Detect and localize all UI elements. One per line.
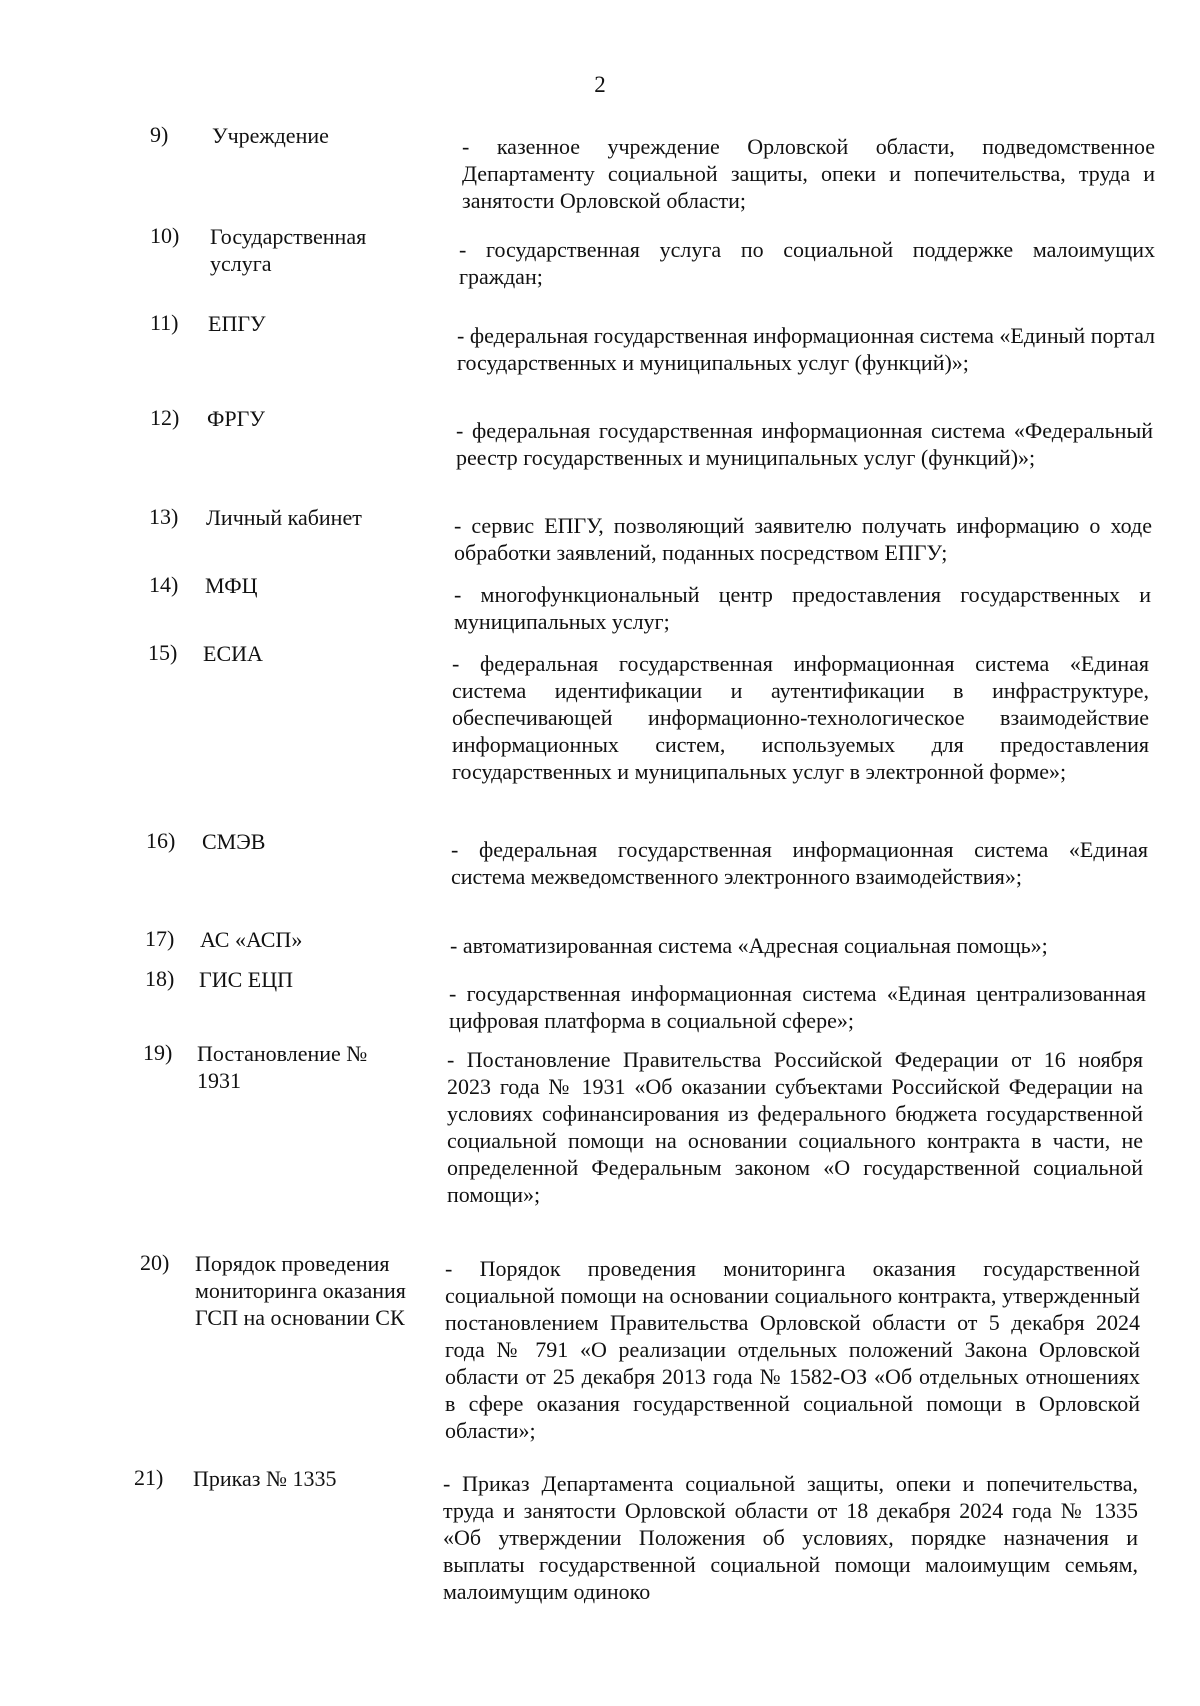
item-number: 13) xyxy=(149,504,179,529)
item-definition: - многофункциональный центр предоставления государственных и муниципальных услуг; xyxy=(454,582,1151,634)
item-definition: - сервис ЕПГУ, позволяющий заявителю получать информацию о ходе обработки заявлений, поданных посредством ЕПГУ; xyxy=(454,513,1152,565)
item-number: 20) xyxy=(140,1250,170,1275)
item-number: 15) xyxy=(148,640,178,665)
item-number: 16) xyxy=(146,828,176,853)
item-definition: - федеральная государственная информационная система «Единая система идентификации и аутентификации в инфраструктуре, обеспечивающей информационно-технологическое взаимодействие информационных систем, используемых для предоставления государственных и муниципальных услуг в электронной форме»; xyxy=(452,651,1149,784)
item-number: 21) xyxy=(134,1465,164,1490)
item-definition: - казенное учреждение Орловской области, подведомственное Департаменту социальной защиты, опеки и попечительства, труда и занятости Орловской области; xyxy=(462,134,1155,213)
item-definition: - Приказ Департамента социальной защиты, опеки и попечительства, труда и занятости Орловской области от 18 декабря 2024 года № 1335 «Об утверждении Положения об условиях, порядке назначения и выплаты государственной социальной помощи малоимущим семьям, малоимущим одиноко xyxy=(443,1471,1138,1604)
item-number: 18) xyxy=(145,966,175,991)
item-definition: - федеральная государственная информационная система «Единый портал государственных и муниципальных услуг (функций)»; xyxy=(457,323,1155,375)
item-term: Личный кабинет xyxy=(206,505,362,530)
item-term: ЕПГУ xyxy=(208,311,266,336)
item-term: Порядок проведения мониторинга оказания ГСП на основании СК xyxy=(195,1251,406,1330)
item-term: Учреждение xyxy=(212,123,329,148)
page-number: 2 xyxy=(594,72,606,97)
item-definition: - автоматизированная система «Адресная социальная помощь»; xyxy=(450,933,1048,958)
item-term: СМЭВ xyxy=(202,829,266,854)
item-term: Государственная услуга xyxy=(210,224,367,276)
item-definition: - Постановление Правительства Российской Федерации от 16 ноября 2023 года № 1931 «Об оказании субъектами Российской Федерации на условиях софинансирования из федерального бюджета государственной социальной помощи на основании социального контракта в части, не определенной Федеральным законом «О государственной социальной помощи»; xyxy=(447,1047,1143,1207)
item-definition: - Порядок проведения мониторинга оказания государственной социальной помощи на основании социального контракта, утвержденный постановлением Правительства Орловской области от 5 декабря 2024 года № 791 «О реализации отдельных положений Закона Орловской области от 25 декабря 2013 года № 1582-ОЗ «Об отдельных отношениях в сфере оказания государственной социальной помощи в Орловской области»; xyxy=(445,1256,1140,1443)
item-term: АС «АСП» xyxy=(200,927,303,952)
item-number: 10) xyxy=(150,223,180,248)
item-term: Приказ № 1335 xyxy=(193,1466,337,1491)
item-number: 19) xyxy=(143,1040,173,1065)
item-term: ФРГУ xyxy=(207,406,265,431)
item-number: 11) xyxy=(150,310,179,335)
item-definition: - федеральная государственная информационная система «Единая система межведомственного электронного взаимодействия»; xyxy=(451,837,1148,889)
item-number: 14) xyxy=(149,572,179,597)
item-number: 12) xyxy=(150,405,180,430)
item-definition: - федеральная государственная информационная система «Федеральный реестр государственных и муниципальных услуг (функций)»; xyxy=(456,418,1153,470)
item-definition: - государственная информационная система «Единая централизованная цифровая платформа в социальной сфере»; xyxy=(449,981,1146,1033)
item-term: Постановление № 1931 xyxy=(197,1041,368,1093)
item-definition: - государственная услуга по социальной поддержке малоимущих граждан; xyxy=(459,237,1155,289)
item-term: ГИС ЕЦП xyxy=(199,967,293,992)
item-term: МФЦ xyxy=(205,573,258,598)
item-number: 9) xyxy=(150,122,169,147)
item-number: 17) xyxy=(145,926,175,951)
item-term: ЕСИА xyxy=(203,641,263,666)
